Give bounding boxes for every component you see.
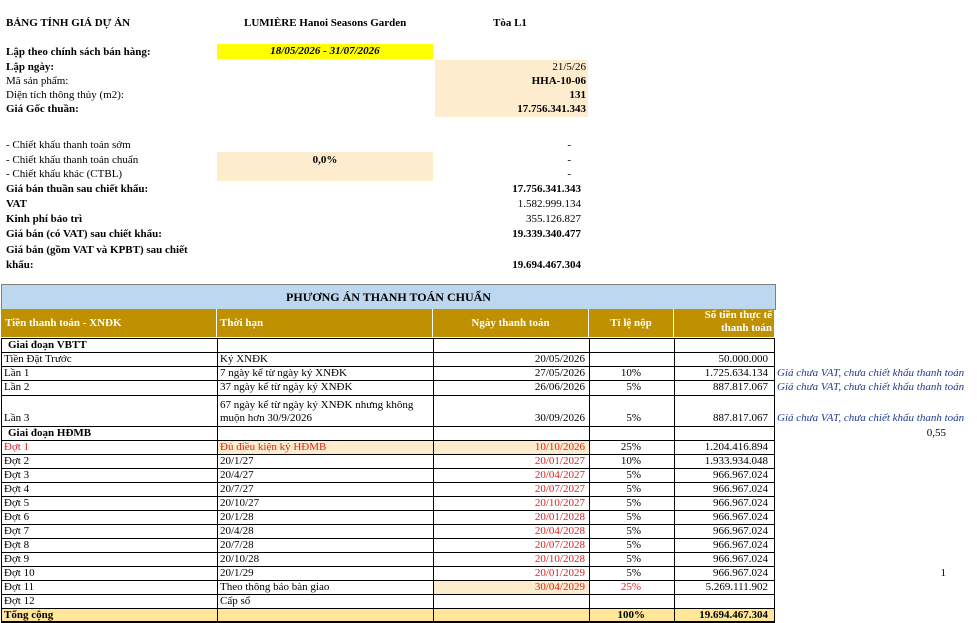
col-header-amount xyxy=(674,309,774,337)
grid-line xyxy=(774,338,775,622)
payment-date: 20/05/2026 xyxy=(534,353,585,365)
installment-date: 20/10/2027 xyxy=(534,497,585,509)
grid-line xyxy=(1,338,2,622)
installment-ratio: 5% xyxy=(626,497,641,509)
grid-line xyxy=(1,468,775,469)
col-header-date: Ngày thanh toán xyxy=(433,309,589,337)
standard-discount-value: - xyxy=(567,154,571,166)
installment-term: 20/10/28 xyxy=(220,553,260,565)
grid-line xyxy=(674,338,675,622)
installment-amount: 966.967.024 xyxy=(713,483,768,495)
installment-name: Đợt 5 xyxy=(4,497,30,509)
grid-line xyxy=(1,366,775,367)
lan3-ratio: 5% xyxy=(626,412,641,424)
installment-name: Đợt 1 xyxy=(4,441,30,453)
installment-name: Đợt 6 xyxy=(4,511,30,523)
payment-term: Ký XNĐK xyxy=(220,353,268,365)
lan3-date: 30/09/2026 xyxy=(534,412,585,424)
total-ratio: 100% xyxy=(617,609,645,621)
installment-name: Đợt 9 xyxy=(4,553,30,565)
installment-date: 20/10/2028 xyxy=(534,553,585,565)
installment-date: 30/04/2029 xyxy=(534,581,585,593)
side-one: 1 xyxy=(940,567,946,579)
payment-term: 37 ngày kể từ ngày ký XNĐK xyxy=(220,381,353,393)
payment-amount: 1.725.634.134 xyxy=(704,367,768,379)
early-discount-value: - xyxy=(567,139,571,151)
sheet-title: BẢNG TÍNH GIÁ DỰ ÁN xyxy=(6,17,131,29)
installment-term: 20/1/27 xyxy=(220,455,254,467)
col-header-amount-line2: thanh toán xyxy=(720,322,772,334)
installment-term: 20/10/27 xyxy=(220,497,260,509)
installment-ratio: 10% xyxy=(620,455,641,467)
area-label: Diện tích thông thủy (m2): xyxy=(6,89,124,101)
net-price-value: 17.756.341.343 xyxy=(512,183,581,195)
installment-amount: 966.967.024 xyxy=(713,469,768,481)
installment-term: Cấp sổ xyxy=(220,595,251,607)
installment-amount: 5.269.111.902 xyxy=(705,581,768,593)
installment-term: 20/7/27 xyxy=(220,483,254,495)
building-name: Tòa L1 xyxy=(493,17,527,29)
payment-name: Tiền Đặt Trước xyxy=(4,353,72,365)
total-price-value: 19.694.467.304 xyxy=(512,259,581,271)
payment-date: 26/06/2026 xyxy=(534,381,585,393)
installment-ratio: 5% xyxy=(626,511,641,523)
installment-date: 20/01/2028 xyxy=(534,511,585,523)
date-value[interactable]: 21/5/26 xyxy=(552,61,586,73)
grid-line xyxy=(1,426,775,427)
other-discount-value: - xyxy=(567,168,571,180)
payment-term: 7 ngày kể từ ngày ký XNĐK xyxy=(220,367,347,379)
installment-date: 10/10/2026 xyxy=(534,441,585,453)
maintenance-label: Kinh phí bảo trì xyxy=(6,213,83,225)
installment-amount: 966.967.024 xyxy=(713,497,768,509)
installment-name: Đợt 3 xyxy=(4,469,30,481)
grid-line xyxy=(1,566,775,567)
grid-line xyxy=(1,496,775,497)
policy-label: Lập theo chính sách bán hàng: xyxy=(6,46,151,58)
installment-term: 20/1/29 xyxy=(220,567,254,579)
total-price-label-line2: khấu: xyxy=(6,259,34,271)
product-label: Mã sản phẩm: xyxy=(6,75,69,87)
installment-date: 20/01/2029 xyxy=(534,567,585,579)
payment-note: Giá chưa VAT, chưa chiết khấu thanh toán xyxy=(777,367,965,379)
total-amount: 19.694.467.304 xyxy=(699,609,768,621)
payment-amount: 50.000.000 xyxy=(718,353,768,365)
installment-ratio: 5% xyxy=(626,469,641,481)
grid-line xyxy=(1,594,775,595)
base-price-label: Giá Gốc thuần: xyxy=(6,103,79,115)
payment-ratio: 10% xyxy=(620,367,641,379)
col-header-ratio: Tỉ lệ nộp xyxy=(589,309,674,337)
grid-line xyxy=(433,338,434,622)
installment-amount: 966.967.024 xyxy=(713,539,768,551)
side-value: 0,55 xyxy=(926,427,946,439)
installment-ratio: 5% xyxy=(626,553,641,565)
product-value[interactable]: HHA-10-06 xyxy=(531,75,586,87)
early-discount-label: - Chiết khấu thanh toán sớm xyxy=(6,139,131,151)
payment-name: Lần 1 xyxy=(4,367,30,379)
grid-line xyxy=(1,395,775,396)
lan3-term-line2: muộn hơn 30/9/2026 xyxy=(220,412,312,424)
installment-amount: 1.204.416.894 xyxy=(704,441,768,453)
installment-name: Đợt 7 xyxy=(4,525,30,537)
vat-label: VAT xyxy=(6,198,27,210)
grid-line xyxy=(1,380,775,381)
lan3-term-line1: 67 ngày kể từ ngày ký XNĐK nhưng không xyxy=(220,399,414,411)
installment-date: 20/07/2028 xyxy=(534,539,585,551)
base-price-value[interactable]: 17.756.341.343 xyxy=(517,103,586,115)
grid-line xyxy=(1,580,775,581)
grid-line xyxy=(1,440,775,441)
maintenance-value: 355.126.827 xyxy=(526,213,581,225)
installment-ratio: 5% xyxy=(626,483,641,495)
installment-name: Đợt 8 xyxy=(4,539,30,551)
grid-line xyxy=(1,524,775,525)
installment-ratio: 25% xyxy=(620,441,641,453)
installment-term: 20/4/28 xyxy=(220,525,254,537)
lan3-amount: 887.817.067 xyxy=(713,412,768,424)
installment-name: Đợt 10 xyxy=(4,567,35,579)
price-with-vat-value: 19.339.340.477 xyxy=(512,228,581,240)
installment-name: Đợt 4 xyxy=(4,483,30,495)
policy-value[interactable]: 18/05/2026 - 31/07/2026 xyxy=(217,44,433,59)
installment-ratio: 25% xyxy=(620,581,641,593)
total-price-label-line1: Giá bán (gồm VAT và KPBT) sau chiết xyxy=(6,244,188,256)
installment-date: 20/07/2027 xyxy=(534,483,585,495)
grid-line xyxy=(1,538,775,539)
installment-ratio: 5% xyxy=(626,525,641,537)
net-price-label: Giá bán thuần sau chiết khấu: xyxy=(6,183,149,195)
standard-discount-label: - Chiết khấu thanh toán chuẩn xyxy=(6,154,139,166)
other-discount-label: - Chiết khấu khác (CTBL) xyxy=(6,168,123,180)
lan3-note: Giá chưa VAT, chưa chiết khấu thanh toán xyxy=(777,412,965,424)
installment-ratio: 5% xyxy=(626,539,641,551)
payment-date: 27/05/2026 xyxy=(534,367,585,379)
payment-ratio: 5% xyxy=(626,381,641,393)
installment-amount: 1.933.934.048 xyxy=(704,455,768,467)
payment-amount: 887.817.067 xyxy=(713,381,768,393)
standard-discount-pct[interactable]: 0,0% xyxy=(312,154,338,166)
grid-line xyxy=(1,338,775,339)
project-name: LUMIÈRE Hanoi Seasons Garden xyxy=(244,17,407,29)
col-header-payment: Tiền thanh toán - XNĐK xyxy=(1,309,217,337)
grid-line xyxy=(1,454,775,455)
grid-line xyxy=(217,338,218,622)
plan-title: PHƯƠNG ÁN THANH TOÁN CHUẨN xyxy=(1,284,776,310)
grid-line xyxy=(1,352,775,353)
grid-line xyxy=(1,482,775,483)
payment-note: Giá chưa VAT, chưa chiết khấu thanh toán xyxy=(777,381,965,393)
payment-name: Lần 2 xyxy=(4,381,30,393)
installment-date: 20/04/2027 xyxy=(534,469,585,481)
installment-ratio: 5% xyxy=(626,567,641,579)
grid-line xyxy=(1,510,775,511)
installment-amount: 966.967.024 xyxy=(713,553,768,565)
installment-term: 20/4/27 xyxy=(220,469,254,481)
installment-amount: 966.967.024 xyxy=(713,525,768,537)
installment-term: Theo thông báo bàn giao xyxy=(220,581,330,593)
installment-amount: 966.967.024 xyxy=(713,567,768,579)
grid-line xyxy=(1,608,775,609)
phase-vbtt: Giai đoạn VBTT xyxy=(8,339,87,351)
installment-term: 20/7/28 xyxy=(220,539,254,551)
installment-term: 20/1/28 xyxy=(220,511,254,523)
price-with-vat-label: Giá bán (có VAT) sau chiết khấu: xyxy=(6,228,162,240)
vat-value: 1.582.999.134 xyxy=(517,198,581,210)
installment-name: Đợt 11 xyxy=(4,581,35,593)
installment-term: Đủ điều kiện ký HĐMB xyxy=(220,441,327,453)
lan3-name: Lần 3 xyxy=(4,412,30,424)
installment-name: Đợt 2 xyxy=(4,455,30,467)
col-header-term: Thời hạn xyxy=(217,309,433,337)
installment-date: 20/04/2028 xyxy=(534,525,585,537)
date-label: Lập ngày: xyxy=(6,61,54,73)
total-row xyxy=(1,608,774,622)
installment-date: 20/01/2027 xyxy=(534,455,585,467)
installment-name: Đợt 12 xyxy=(4,595,35,607)
col-header-amount-line1: Số tiền thực tế xyxy=(704,309,772,321)
installment-amount: 966.967.024 xyxy=(713,511,768,523)
total-label: Tổng cộng xyxy=(4,609,54,621)
grid-line xyxy=(589,338,590,622)
area-value[interactable]: 131 xyxy=(569,89,586,101)
grid-line xyxy=(1,552,775,553)
phase-hdmb: Giai đoạn HĐMB xyxy=(8,427,92,439)
